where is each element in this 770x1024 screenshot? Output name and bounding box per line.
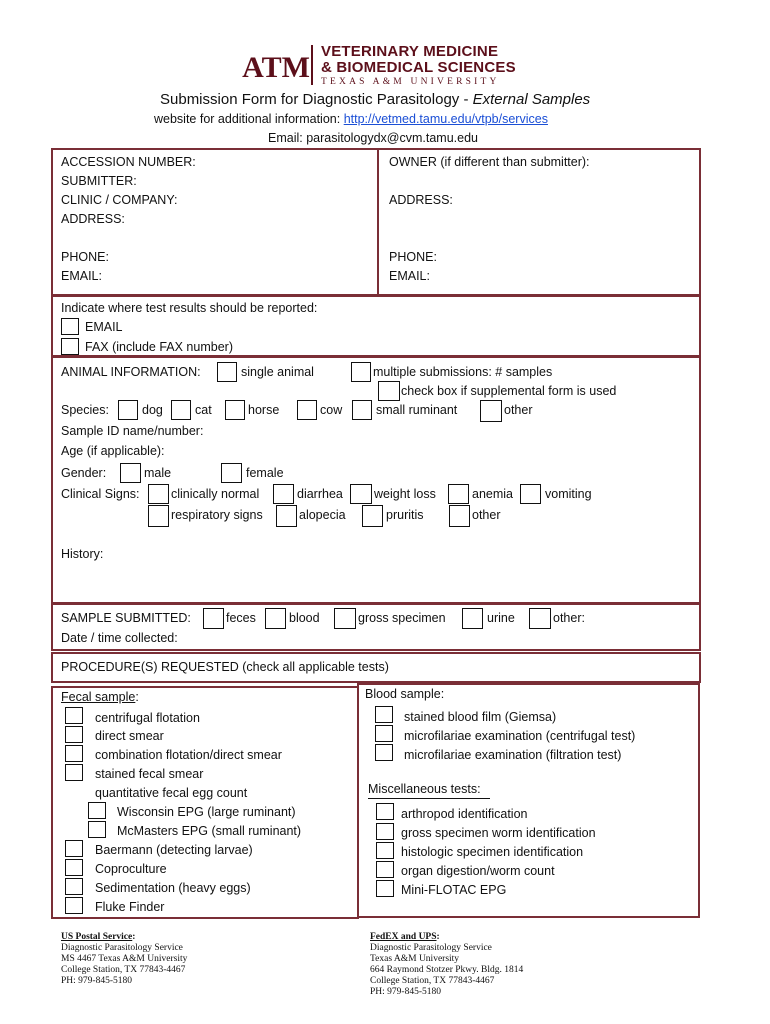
website-link[interactable]: http://vetmed.tamu.edu/vtpb/services (343, 112, 548, 126)
diarrhea-checkbox[interactable] (273, 484, 294, 504)
supplemental-label: check box if supplemental form is used (401, 384, 617, 398)
age-label: Age (if applicable): (61, 444, 165, 458)
fecal-item-8: Baermann (detecting larvae) (95, 843, 253, 857)
fecal-checkbox-1[interactable] (65, 707, 83, 724)
blood-item-2: microfilariae examination (centrifugal test) (404, 729, 636, 743)
fecal-checkbox-6[interactable] (88, 802, 106, 819)
accession-label: ACCESSION NUMBER: (61, 155, 196, 169)
fecal-item-10: Sedimentation (heavy eggs) (95, 881, 251, 895)
blood-sample-label: blood (289, 611, 320, 625)
dog-label: dog (142, 403, 163, 417)
small-ruminant-checkbox[interactable] (352, 400, 372, 420)
misc-title-underline (368, 798, 490, 799)
weight-loss-label: weight loss (374, 487, 436, 501)
report-email-checkbox[interactable] (61, 318, 79, 335)
other-sample-checkbox[interactable] (529, 608, 551, 629)
urine-checkbox[interactable] (462, 608, 483, 629)
fecal-item-3: combination flotation/direct smear (95, 748, 282, 762)
feces-label: feces (226, 611, 256, 625)
male-checkbox[interactable] (120, 463, 141, 483)
urine-label: urine (487, 611, 515, 625)
feces-checkbox[interactable] (203, 608, 224, 629)
fecal-item-6: Wisconsin EPG (large ruminant) (117, 805, 296, 819)
submitter-address-label: ADDRESS: (61, 212, 125, 226)
fedex-line-4: College Station, TX 77843-4467 (370, 976, 495, 986)
blood-title: Blood sample: (365, 687, 445, 701)
form-title-italic: External Samples (472, 91, 591, 108)
single-animal-label: single animal (241, 365, 314, 379)
usps-line-4: PH: 979-845-5180 (61, 976, 132, 986)
fecal-checkbox-10[interactable] (65, 878, 83, 895)
fecal-checkbox-3[interactable] (65, 745, 83, 762)
fecal-checkbox-4[interactable] (65, 764, 83, 781)
submitter-label: SUBMITTER: (61, 174, 137, 188)
sample-id-label: Sample ID name/number: (61, 424, 204, 438)
owner-phone-label: PHONE: (389, 250, 437, 264)
cat-checkbox[interactable] (171, 400, 191, 420)
fecal-item-5: quantitative fecal egg count (95, 786, 248, 800)
blood-item-3: microfilariae examination (filtration test) (404, 748, 622, 762)
blood-checkbox-3[interactable] (375, 744, 393, 761)
fecal-item-1: centrifugal flotation (95, 711, 200, 725)
gross-specimen-checkbox[interactable] (334, 608, 356, 629)
other-sign-checkbox[interactable] (449, 505, 470, 527)
other-species-label: other (504, 403, 533, 417)
fedex-line-1: Diagnostic Parasitology Service (370, 943, 492, 953)
misc-title: Miscellaneous tests: (368, 782, 481, 796)
fedex-line-2: Texas A&M University (370, 954, 460, 964)
misc-checkbox-1[interactable] (376, 803, 394, 820)
clinic-label: CLINIC / COMPANY: (61, 193, 178, 207)
atm-logo-icon (242, 44, 310, 84)
history-label: History: (61, 547, 104, 561)
owner-address-label: ADDRESS: (389, 193, 453, 207)
fecal-title-colon: : (135, 690, 139, 704)
blood-checkbox-1[interactable] (375, 706, 393, 723)
multiple-submissions-checkbox[interactable] (351, 362, 371, 382)
misc-item-2: gross specimen worm identification (401, 826, 596, 840)
website-line (154, 112, 548, 126)
clinical-signs-label: Clinical Signs: (61, 487, 140, 501)
fecal-title (61, 690, 139, 704)
report-fax-label: FAX (include FAX number) (85, 340, 233, 354)
fecal-item-2: direct smear (95, 729, 164, 743)
usps-line-2: MS 4467 Texas A&M University (61, 954, 188, 964)
fecal-title-text: Fecal sample (61, 690, 136, 704)
form-title (160, 91, 590, 108)
pruritis-label: pruritis (386, 508, 424, 522)
small-ruminant-label: small ruminant (376, 403, 458, 417)
usps-title-colon: : (132, 932, 136, 942)
respiratory-checkbox[interactable] (148, 505, 169, 527)
date-collected-label: Date / time collected: (61, 631, 178, 645)
usps-title-text: US Postal Service (61, 932, 133, 942)
male-label: male (144, 466, 172, 480)
other-species-checkbox[interactable] (480, 400, 502, 422)
other-sign-label: other (472, 508, 501, 522)
female-checkbox[interactable] (221, 463, 242, 483)
diarrhea-label: diarrhea (297, 487, 343, 501)
report-fax-checkbox[interactable] (61, 338, 79, 355)
cow-checkbox[interactable] (297, 400, 317, 420)
vomiting-label: vomiting (545, 487, 592, 501)
gross-specimen-label: gross specimen (358, 611, 446, 625)
fedex-line-5: PH: 979-845-5180 (370, 987, 441, 997)
fecal-item-9: Coproculture (95, 862, 167, 876)
university-logo (242, 44, 310, 84)
org-name-line2: & BIOMEDICAL SCIENCES (321, 59, 516, 76)
misc-item-3: histologic specimen identification (401, 845, 584, 859)
cat-label: cat (195, 403, 212, 417)
org-name-line3: TEXAS A&M UNIVERSITY (321, 77, 500, 87)
fecal-checkbox-7[interactable] (88, 821, 106, 838)
clinically-normal-label: clinically normal (171, 487, 260, 501)
blood-sample-checkbox[interactable] (265, 608, 286, 629)
single-animal-checkbox[interactable] (217, 362, 237, 382)
email-line: Email: parasitologydx@cvm.tamu.edu (268, 131, 478, 145)
fecal-item-7: McMasters EPG (small ruminant) (117, 824, 302, 838)
fedex-title-text: FedEX and UPS (370, 932, 437, 942)
org-name-line1: VETERINARY MEDICINE (321, 43, 499, 60)
submitter-box (51, 148, 701, 296)
dog-checkbox[interactable] (118, 400, 138, 420)
fedex-title-colon: : (436, 932, 440, 942)
fecal-checkbox-9[interactable] (65, 859, 83, 876)
misc-checkbox-3[interactable] (376, 842, 394, 859)
fecal-checkbox-2[interactable] (65, 726, 83, 743)
multiple-submissions-label: multiple submissions: # samples (373, 365, 553, 379)
anemia-label: anemia (472, 487, 513, 501)
animal-info-label: ANIMAL INFORMATION: (61, 365, 201, 379)
alopecia-label: alopecia (299, 508, 346, 522)
species-label: Species: (61, 403, 109, 417)
pruritis-checkbox[interactable] (362, 505, 383, 527)
procedure-header: PROCEDURE(S) REQUESTED (check all applicable tests) (61, 660, 389, 674)
fedex-title (370, 932, 440, 943)
form-title-plain: Submission Form for Diagnostic Parasitology - (160, 91, 473, 108)
vomiting-checkbox[interactable] (520, 484, 541, 504)
report-email-label: EMAIL (85, 320, 123, 334)
cow-label: cow (320, 403, 343, 417)
horse-label: horse (248, 403, 280, 417)
female-label: female (246, 466, 284, 480)
horse-checkbox[interactable] (225, 400, 245, 420)
fedex-line-3: 664 Raymond Stotzer Pkwy. Bldg. 1814 (370, 965, 524, 975)
fecal-checkbox-11[interactable] (65, 897, 83, 914)
misc-item-1: arthropod identification (401, 807, 528, 821)
website-label: website for additional information: (154, 112, 344, 126)
fecal-item-11: Fluke Finder (95, 900, 165, 914)
sample-submitted-label: SAMPLE SUBMITTED: (61, 611, 191, 625)
logo-divider (311, 45, 313, 85)
misc-checkbox-2[interactable] (376, 823, 394, 840)
submitter-owner-divider (377, 149, 379, 295)
other-sample-label: other: (553, 611, 585, 625)
owner-label: OWNER (if different than submitter): (389, 155, 590, 169)
report-prompt: Indicate where test results should be reported: (61, 301, 318, 315)
blood-checkbox-2[interactable] (375, 725, 393, 742)
misc-item-5: Mini-FLOTAC EPG (401, 883, 507, 897)
misc-checkbox-4[interactable] (376, 861, 394, 878)
anemia-checkbox[interactable] (448, 484, 469, 504)
submitter-email-label: EMAIL: (61, 269, 102, 283)
misc-item-4: organ digestion/worm count (401, 864, 555, 878)
submitter-phone-label: PHONE: (61, 250, 109, 264)
blood-item-1: stained blood film (Giemsa) (404, 710, 557, 724)
owner-email-label: EMAIL: (389, 269, 430, 283)
weight-loss-checkbox[interactable] (350, 484, 372, 504)
respiratory-label: respiratory signs (171, 508, 263, 522)
usps-line-1: Diagnostic Parasitology Service (61, 943, 183, 953)
fecal-item-4: stained fecal smear (95, 767, 204, 781)
supplemental-checkbox[interactable] (378, 381, 400, 401)
usps-title (61, 932, 135, 943)
alopecia-checkbox[interactable] (276, 505, 297, 527)
misc-checkbox-5[interactable] (376, 880, 394, 897)
gender-label: Gender: (61, 466, 107, 480)
usps-line-3: College Station, TX 77843-4467 (61, 965, 186, 975)
logo-letters: ATM (242, 51, 310, 84)
clinically-normal-checkbox[interactable] (148, 484, 169, 504)
fecal-checkbox-8[interactable] (65, 840, 83, 857)
